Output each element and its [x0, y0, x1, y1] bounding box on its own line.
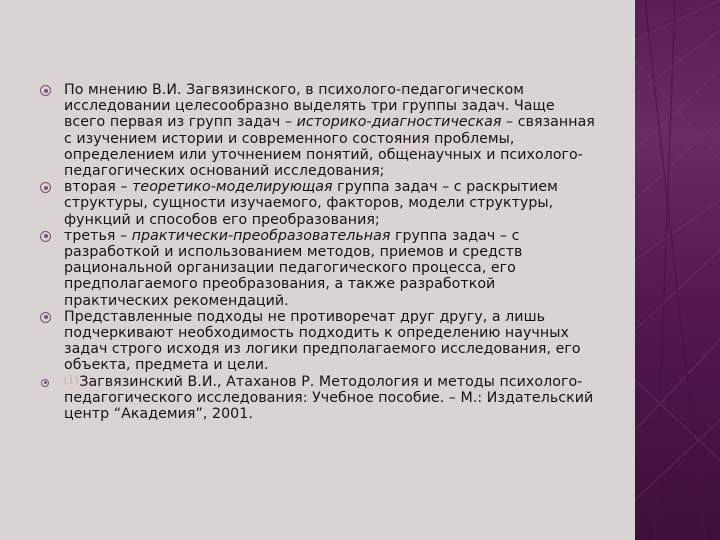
circle-bullet-icon — [40, 231, 51, 242]
item-emphasis: теоретико-моделирующая — [132, 179, 333, 196]
list-item — [40, 82, 600, 179]
item-text: группа задач – с разработкой и использованием методов, приемов и средств рациональной организации педагогического процесса, его предполагаемого преобразования, а также разработкой практических рекомендаций. — [64, 227, 523, 309]
circle-bullet-icon — [41, 379, 49, 387]
item-text: группа задач – с раскрытием структуры, сущности изучаемого, факторов, модели структуры, функций и способов его преобразования; — [64, 179, 558, 228]
item-text: вторая – — [64, 179, 133, 196]
item-emphasis: практически-преобразовательная — [131, 227, 391, 244]
side-accent-band — [635, 0, 720, 540]
list-item — [40, 179, 600, 228]
circle-bullet-icon — [40, 85, 51, 96]
circle-bullet-icon — [40, 182, 51, 193]
reference-text: Загвязинский В.И., Атаханов Р. Методология и методы психолого-педагогического исследования: Учебное пособие. – М.: Издательский центр “Академия”, 2001. — [64, 373, 594, 423]
item-emphasis: историко-диагностическая — [296, 114, 502, 131]
list-item — [40, 228, 600, 309]
content-list — [40, 82, 600, 422]
list-item — [40, 309, 600, 374]
reference-item — [40, 374, 600, 423]
item-text: По мнению В.И. Загвязинского, в психолого-педагогическом исследовании целесообразно выделять три группы задач. Чаще всего первая из групп задач – — [64, 82, 555, 131]
item-text: Представленные подходы не противоречат друг другу, а лишь подчеркивают необходимость подходить к определению научных задач строго исходя из логики предполагаемого исследования, его объекта, предмета и цели. — [64, 308, 581, 374]
side-band-pattern — [635, 0, 720, 540]
circle-bullet-icon — [40, 312, 51, 323]
item-text: третья – — [64, 227, 132, 244]
item-text: – связанная с изучением истории и современного состояния проблемы, определением или уточнением понятий, общенаучных и психолого-педагогических оснований исследования; — [64, 114, 595, 180]
footnote-marker[interactable]: [1] — [64, 375, 79, 387]
